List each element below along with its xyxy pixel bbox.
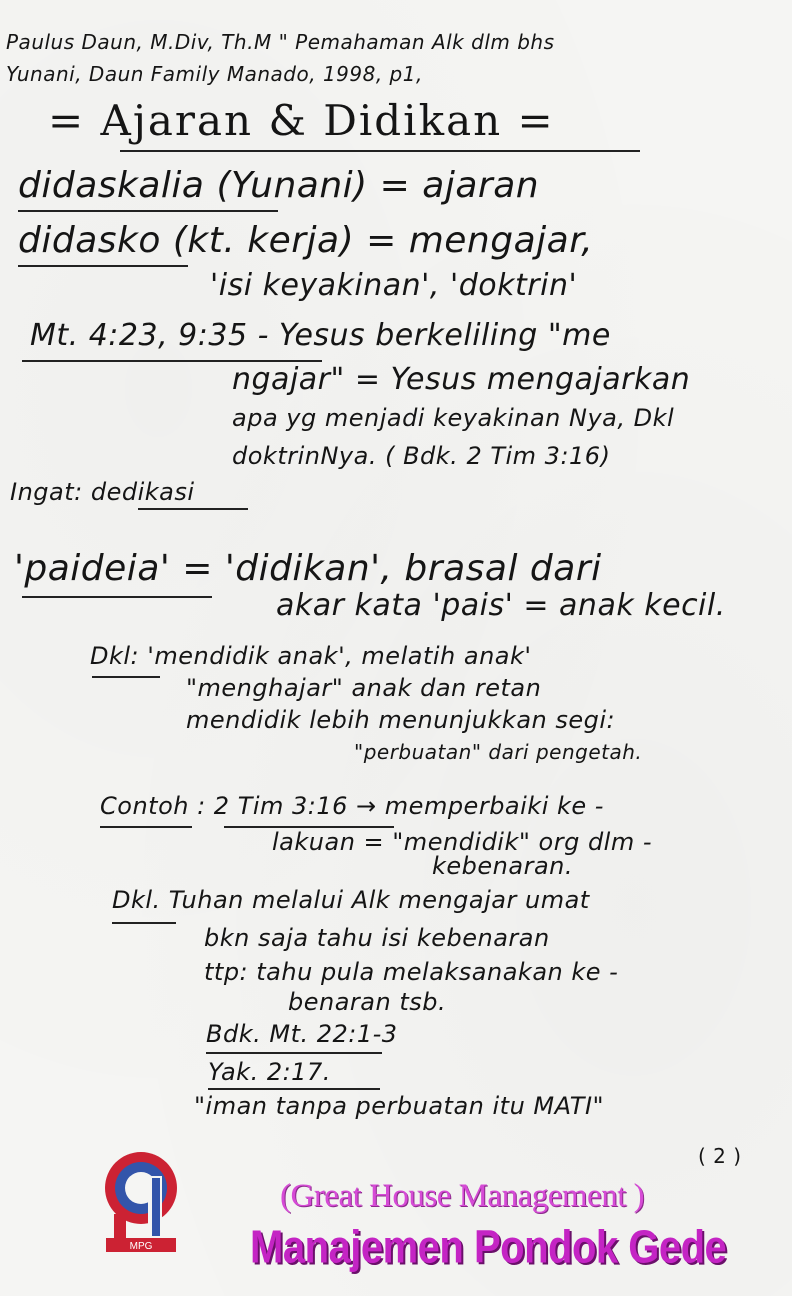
underline-dkl-2 (112, 922, 176, 924)
header-line-2: Yunani, Daun Family Manado, 1998, p1, (6, 62, 423, 86)
line-bdk-mt: Bdk. Mt. 22:1-3 (206, 1020, 398, 1048)
line-perbuatan: "perbuatan" dari pengetah. (354, 740, 643, 764)
line-contoh: Contoh : 2 Tim 3:16 → memperbaiki ke - (100, 792, 604, 820)
underline-bdk (206, 1052, 382, 1054)
line-menghajar: "menghajar" anak dan retan (186, 674, 542, 702)
line-doktrin: doktrinNya. ( Bdk. 2 Tim 3:16) (232, 442, 611, 470)
underline-didasko (18, 265, 188, 267)
underline-yak (208, 1088, 380, 1090)
header-line-1: Paulus Daun, M.Div, Th.M " Pemahaman Alk dlm bhs (6, 30, 555, 54)
line-mendidik-lebih: mendidik lebih menunjukkan segi: (186, 706, 616, 734)
line-yak: Yak. 2:17. (208, 1058, 331, 1086)
line-isi-keyakinan: 'isi keyakinan', 'doktrin' (210, 268, 578, 303)
line-ngajar: ngajar" = Yesus mengajarkan (232, 362, 691, 397)
line-benaran: benaran tsb. (288, 988, 447, 1016)
line-mt-4-23: Mt. 4:23, 9:35 - Yesus berkeliling "me (30, 318, 611, 353)
line-apa-yg: apa yg menjadi keyakinan Nya, Dkl (232, 404, 675, 432)
logo-text: MPG (129, 1241, 153, 1252)
underline-dedikasi (138, 508, 248, 510)
line-lakuan: lakuan = "mendidik" org dlm - (272, 828, 653, 856)
line-paideia: 'paideia' = 'didikan', brasal dari (14, 548, 602, 589)
underline-paideia (22, 596, 212, 598)
line-akar-kata: akar kata 'pais' = anak kecil. (276, 588, 726, 623)
underline-didaskalia (18, 210, 278, 212)
line-ttp: ttp: tahu pula melaksanakan ke - (204, 958, 619, 986)
line-dkl-tuhan: Dkl. Tuhan melalui Alk mengajar umat (112, 886, 590, 914)
line-ingat: Ingat: dedikasi (10, 478, 195, 506)
underline-contoh (100, 826, 192, 828)
footer-great-house: (Great House Management ) (280, 1178, 645, 1214)
line-kebenaran: kebenaran. (432, 852, 573, 880)
line-bkn-saja: bkn saja tahu isi kebenaran (204, 924, 550, 952)
title-underline (120, 150, 640, 152)
line-iman: "iman tanpa perbuatan itu MATI" (194, 1092, 605, 1120)
page-title: = Ajaran & Didikan = (48, 96, 555, 145)
line-didasko: didasko (kt. kerja) = mengajar, (18, 220, 594, 261)
footer-manajemen: Manajemen Pondok Gede (250, 1222, 727, 1273)
line-didaskalia: didaskalia (Yunani) = ajaran (18, 165, 540, 206)
page-number: ( 2 ) (698, 1144, 742, 1168)
mpg-logo (96, 1148, 186, 1258)
line-dkl-mendidik: Dkl: 'mendidik anak', melatih anak' (90, 642, 532, 670)
underline-dkl-1 (92, 676, 160, 678)
